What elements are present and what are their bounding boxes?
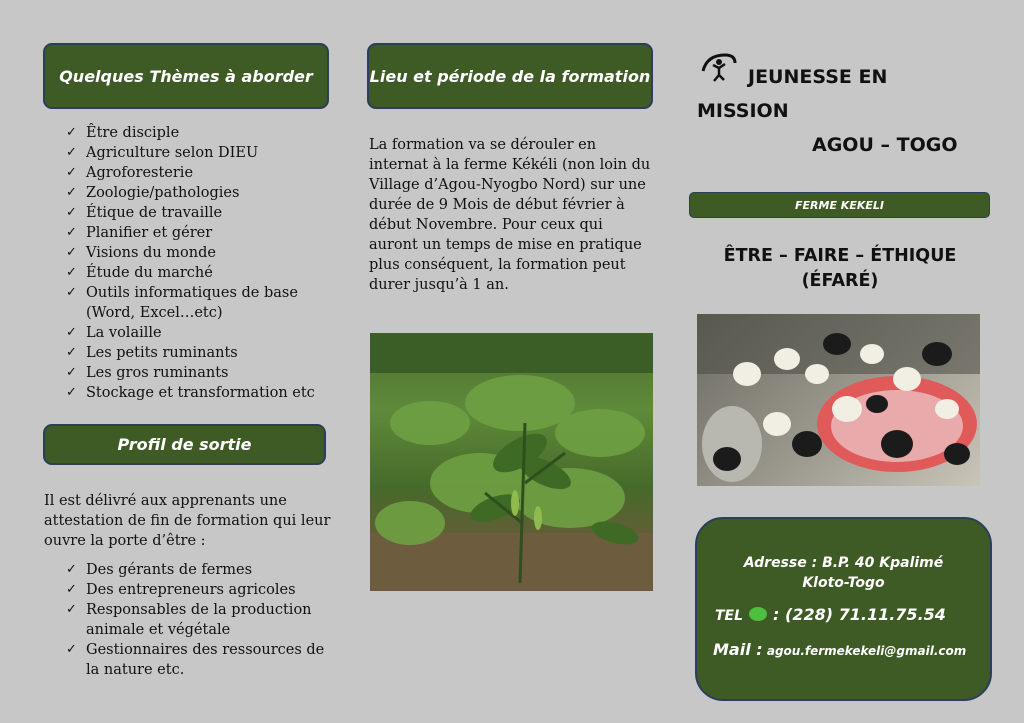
tel-value: : (228) 71.11.75.54 xyxy=(773,605,946,624)
email xyxy=(713,640,966,659)
list-item: ✓ La volaille xyxy=(66,325,162,341)
list-item: ✓ Agroforesterie xyxy=(66,165,194,181)
ferme-title: FERME KEKELI xyxy=(795,198,884,212)
plants-illustration xyxy=(370,333,653,591)
org-name-line1: JEUNESSE EN xyxy=(748,66,888,88)
address-line1: Adresse : B.P. 40 Kpalimé xyxy=(743,555,944,571)
mail-label: Mail : xyxy=(713,640,763,659)
check-icon: ✓ xyxy=(66,205,77,220)
check-icon: ✓ xyxy=(66,642,77,657)
ywam-logo xyxy=(699,51,739,83)
address-line2: Kloto-Togo xyxy=(802,575,885,591)
check-icon: ✓ xyxy=(66,285,77,300)
check-icon: ✓ xyxy=(66,562,77,577)
whatsapp-icon xyxy=(749,607,767,621)
plants-photo xyxy=(370,333,653,591)
profil-banner xyxy=(43,424,326,465)
check-icon: ✓ xyxy=(66,365,77,380)
tel-label: TEL xyxy=(715,608,744,624)
check-icon: ✓ xyxy=(66,582,77,597)
motto xyxy=(690,244,990,294)
list-item: ✓ Stockage et transformation etc xyxy=(66,385,315,401)
ferme-banner xyxy=(689,192,990,218)
check-icon: ✓ xyxy=(66,385,77,400)
check-icon: ✓ xyxy=(66,325,77,340)
telephone xyxy=(715,605,946,624)
profil-list xyxy=(64,560,334,680)
list-item: ✓ Les petits ruminants xyxy=(66,345,238,361)
themes-title: Quelques Thèmes à aborder xyxy=(59,66,313,86)
list-item: ✓ Responsables de la production animale et végétale xyxy=(66,602,312,638)
contact-box xyxy=(695,517,992,701)
lieu-banner xyxy=(367,43,653,109)
check-icon: ✓ xyxy=(66,225,77,240)
profil-text: Il est délivré aux apprenants une attestation de fin de formation qui leur ouvre la porte d’être : xyxy=(44,493,331,549)
check-icon: ✓ xyxy=(66,145,77,160)
check-icon: ✓ xyxy=(66,265,77,280)
list-item: ✓ Outils informatiques de base (Word, Excel…etc) xyxy=(66,285,298,321)
themes-list xyxy=(64,123,334,403)
chicks-illustration xyxy=(697,314,980,486)
org-name-line2: MISSION xyxy=(697,100,789,122)
list-item: ✓ Étique de travaille xyxy=(66,205,223,221)
mail-value: agou.fermekekeli@gmail.com xyxy=(766,644,967,658)
motto-line2: (ÉFARÉ) xyxy=(801,271,879,291)
list-item: ✓ Des gérants de fermes xyxy=(66,562,253,578)
list-item: ✓ Planifier et gérer xyxy=(66,225,213,241)
check-icon: ✓ xyxy=(66,602,77,617)
chicks-photo xyxy=(697,314,980,486)
motto-line1: ÊTRE – FAIRE – ÉTHIQUE xyxy=(723,246,957,266)
list-item: ✓ Les gros ruminants xyxy=(66,365,229,381)
lieu-text: La formation va se dérouler en internat à la ferme Kékéli (non loin du Village d’Agou-Nyogbo Nord) sur une durée de 9 Mois de début février à début Novembre. Pour ceux qui auront un temps de mise en pratique plus conséquent, la formation peut durer jusqu’à 1 an. xyxy=(369,137,651,293)
themes-banner xyxy=(43,43,329,109)
check-icon: ✓ xyxy=(66,185,77,200)
list-item: ✓ Visions du monde xyxy=(66,245,216,261)
list-item: ✓ Agriculture selon DIEU xyxy=(66,145,259,161)
profil-title: Profil de sortie xyxy=(117,435,252,454)
list-item: ✓ Être disciple xyxy=(66,125,180,141)
lieu-title: Lieu et période de la formation xyxy=(369,66,651,86)
address xyxy=(697,553,990,593)
check-icon: ✓ xyxy=(66,125,77,140)
list-item: ✓ Gestionnaires des ressources de la nature etc. xyxy=(66,642,325,678)
check-icon: ✓ xyxy=(66,345,77,360)
list-item: ✓ Des entrepreneurs agricoles xyxy=(66,582,296,598)
check-icon: ✓ xyxy=(66,245,77,260)
check-icon: ✓ xyxy=(66,165,77,180)
org-location: AGOU – TOGO xyxy=(812,134,958,156)
list-item: ✓ Étude du marché xyxy=(66,265,213,281)
list-item: ✓ Zoologie/pathologies xyxy=(66,185,240,201)
